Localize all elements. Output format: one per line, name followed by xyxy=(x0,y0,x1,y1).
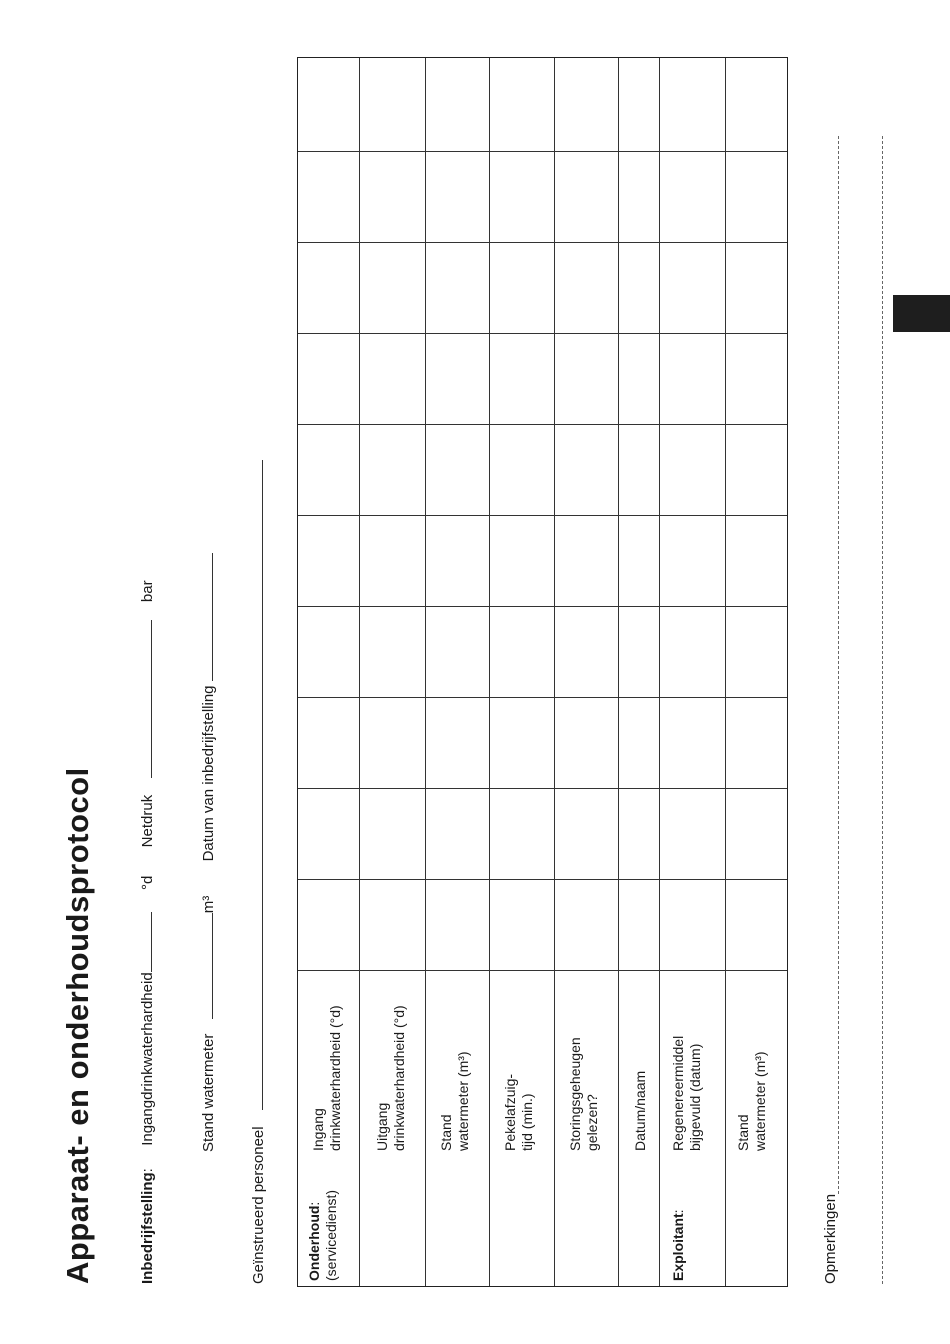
row-label-outlet-hardness: Uitgang drinkwaterhardheid (°d) xyxy=(374,1005,407,1151)
remarks-line-1[interactable] xyxy=(838,136,839,1194)
row-label-regenerant: Regenereermiddel bijgevuld (datum) xyxy=(670,1035,703,1151)
water-meter-field[interactable] xyxy=(198,913,213,1019)
water-meter-unit: m³ xyxy=(200,895,217,914)
commissioning-row-1 xyxy=(137,580,156,1284)
remarks-label: Opmerkingen xyxy=(822,1193,839,1284)
net-pressure-unit: bar xyxy=(139,580,156,603)
commissioning-date-label: Datum van inbedrijfstelling xyxy=(200,685,217,862)
trained-staff-row xyxy=(248,460,267,1284)
row-label-brine-time: Pekelafzuig- tijd (min.) xyxy=(502,1073,535,1151)
row-label-water-meter: Stand watermeter (m³) xyxy=(438,1051,471,1151)
net-pressure-label: Netdruk xyxy=(139,794,156,848)
commissioning-date-field[interactable] xyxy=(198,553,213,681)
maintenance-table xyxy=(297,57,788,1287)
inlet-hardness-field[interactable] xyxy=(137,912,152,972)
operator-section-label: Exploitant: xyxy=(670,1209,686,1281)
trained-staff-field[interactable] xyxy=(248,460,263,1110)
remarks-row xyxy=(822,1194,839,1284)
net-pressure-field[interactable] xyxy=(137,620,152,778)
row-label-inlet-hardness: Ingang drinkwaterhardheid (°d) xyxy=(310,1005,343,1151)
inlet-hardness-label: Ingangdrinkwaterhardheid xyxy=(139,972,156,1146)
section-tab-marker xyxy=(893,295,950,332)
trained-staff-label: Geïnstrueerd personeel xyxy=(250,1126,267,1284)
inlet-hardness-unit: °d xyxy=(139,875,156,890)
row-label-date-name: Datum/naam xyxy=(632,1070,648,1151)
commissioning-label: Inbedrijfstelling xyxy=(139,1172,156,1284)
water-meter-label: Stand watermeter xyxy=(200,1033,217,1152)
commissioning-row-2 xyxy=(198,553,217,1152)
row-label-water-meter-operator: Stand watermeter (m³) xyxy=(735,1051,768,1151)
remarks-line-2[interactable] xyxy=(882,136,883,1284)
row-label-fault-memory: Storingsgeheugen gelezen? xyxy=(567,1037,600,1151)
maintenance-section-label: Onderhoud: (servicedienst) xyxy=(306,1189,339,1281)
page-title: Apparaat- en onderhoudsprotocol xyxy=(60,767,95,1284)
commissioning-colon: : xyxy=(139,1168,156,1173)
